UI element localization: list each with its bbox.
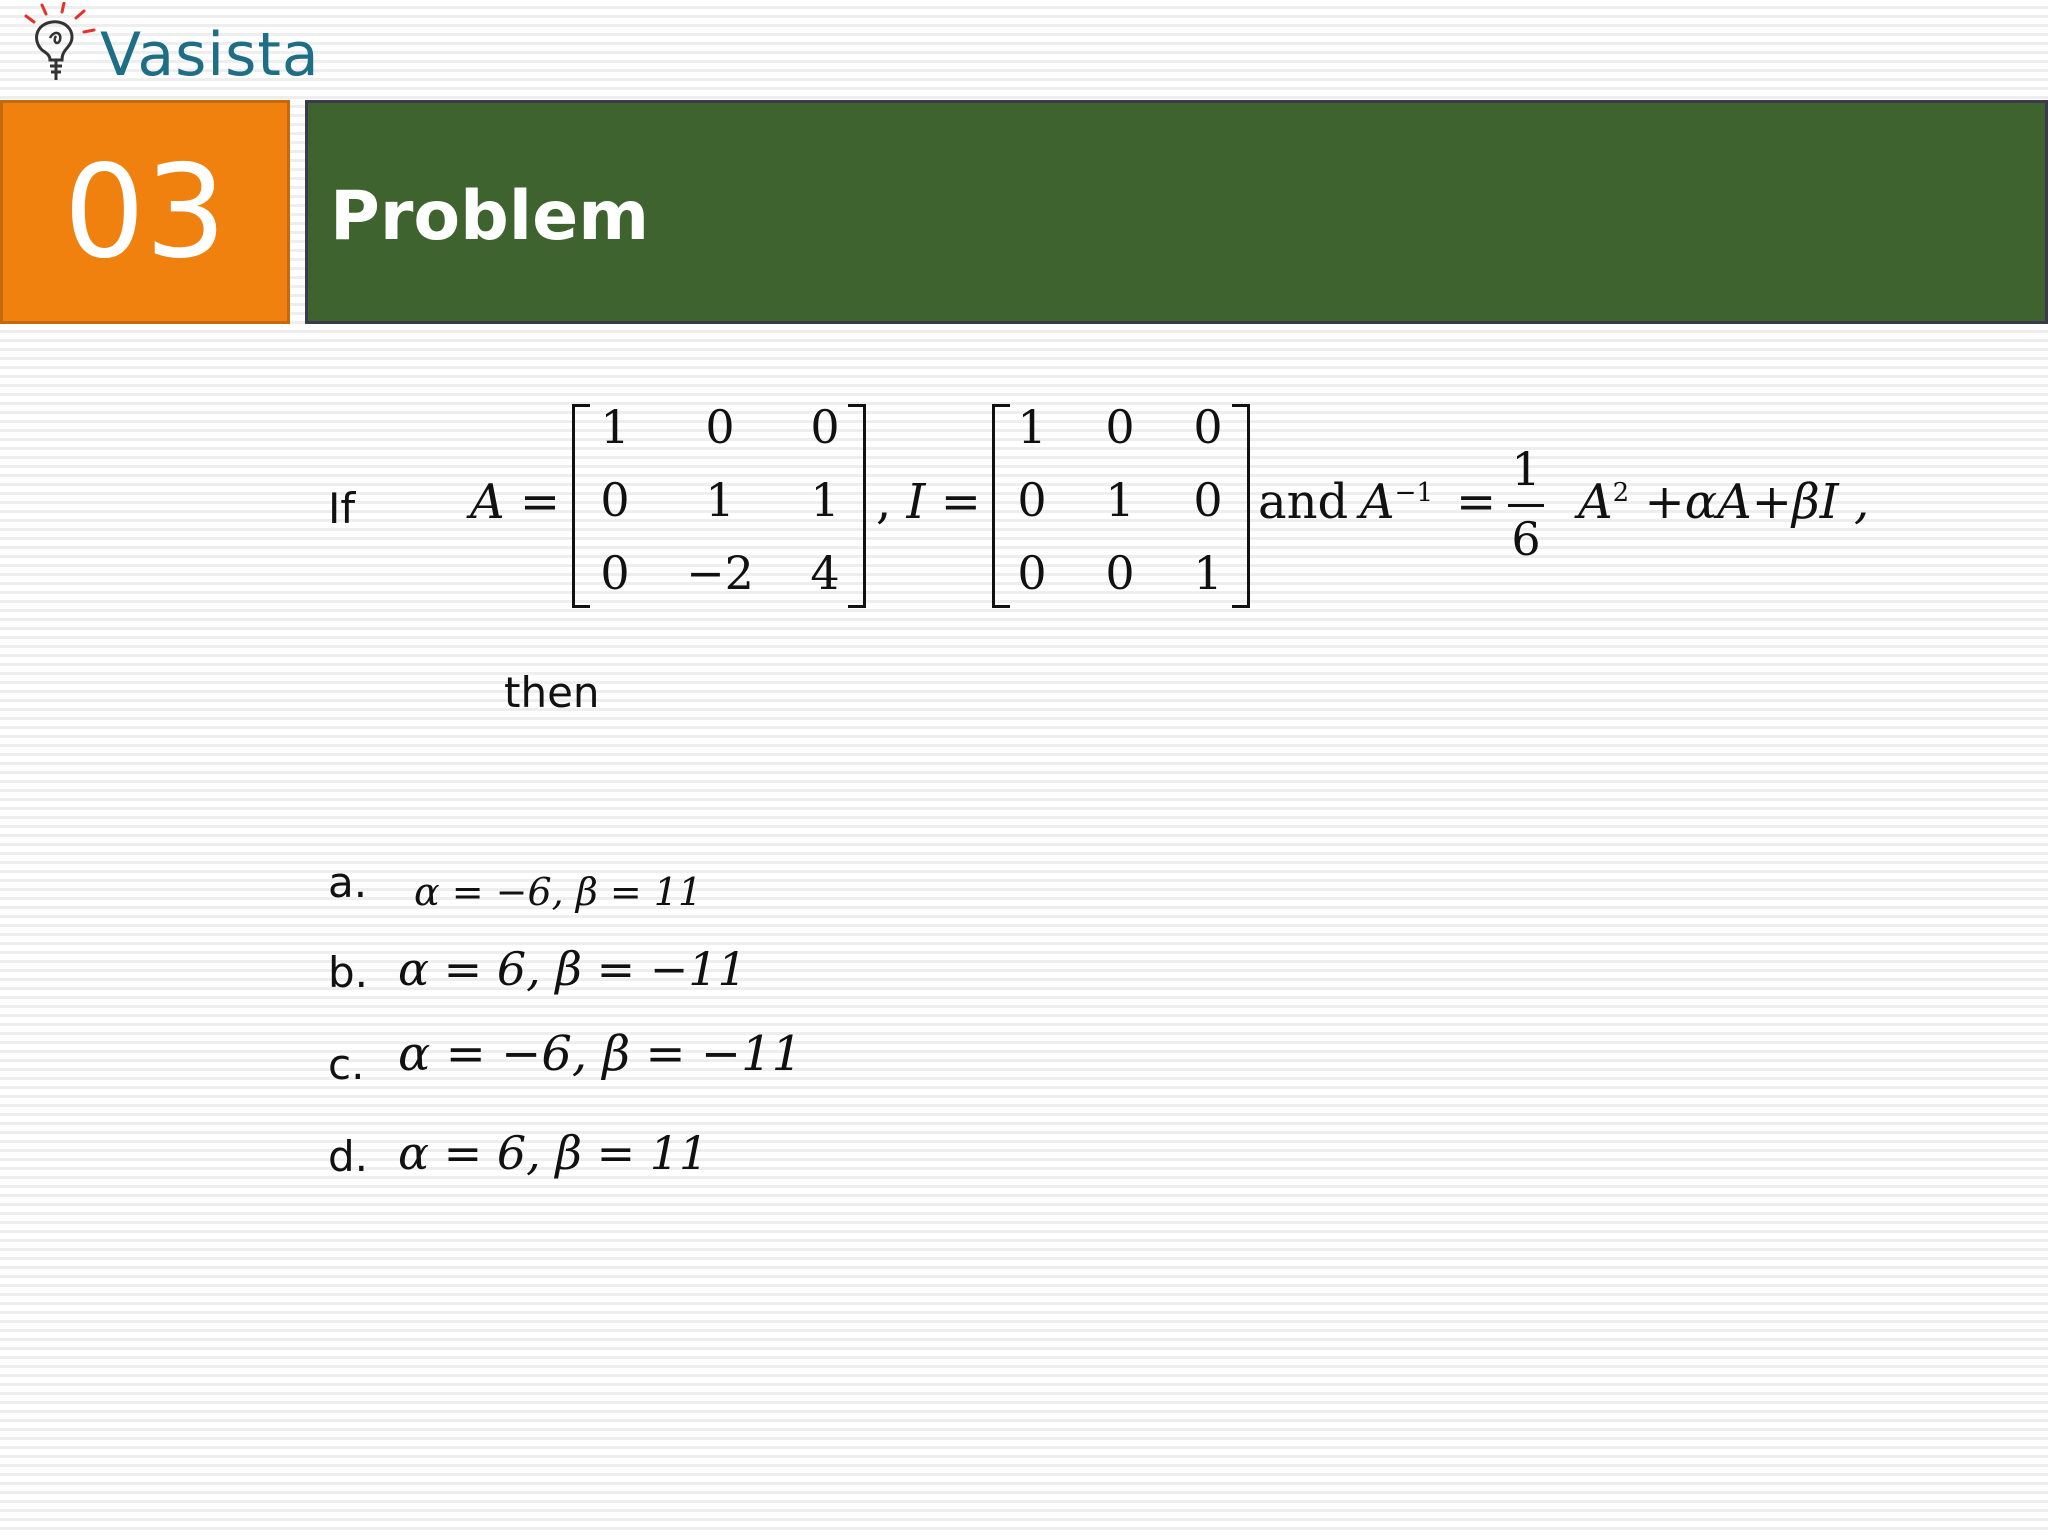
inverse-exponent: −1	[1394, 478, 1433, 508]
matrix-i-cell: 0	[1017, 546, 1047, 600]
option-letter: a.	[328, 858, 368, 907]
option-text: α = 6, β = −11	[398, 942, 747, 996]
matrix-a-cell: 0	[810, 400, 840, 454]
and-label: and	[1258, 474, 1349, 530]
matrix-i-cell: 1	[1193, 546, 1223, 600]
lightbulb-icon	[20, 2, 100, 98]
matrix-a-cell: 0	[705, 400, 735, 454]
matrix-a-cell: 0	[600, 546, 630, 600]
vasista-logo	[20, 2, 320, 100]
option-text: α = 6, β = 11	[398, 1126, 709, 1180]
if-label: If	[328, 484, 356, 533]
then-label: then	[504, 668, 600, 717]
fraction-bar	[1508, 504, 1544, 507]
slide-number: 03	[63, 137, 227, 287]
fraction-denominator: 6	[1511, 512, 1541, 566]
title-bar	[305, 100, 2048, 324]
matrix-i-cell: 0	[1017, 473, 1047, 527]
inverse-lhs: $A^{-1}$	[1360, 474, 1433, 530]
matrix-a-cell: −2	[686, 546, 754, 600]
option-letter: c.	[328, 1040, 365, 1089]
matrix-i-cell: 0	[1105, 400, 1135, 454]
option-letter: b.	[328, 948, 369, 997]
expression-exponent: 2	[1612, 478, 1630, 508]
matrix-i-symbol: , I =	[876, 474, 981, 530]
matrix-a-cell: 1	[600, 400, 630, 454]
slide-title: Problem	[330, 177, 650, 256]
matrix-a-symbol: A =	[470, 474, 561, 530]
option-text: α = −6, β = −11	[398, 1026, 803, 1082]
matrix-a-cell: 1	[810, 473, 840, 527]
matrix-i-cell: 1	[1017, 400, 1047, 454]
matrix-a-cell: 0	[600, 473, 630, 527]
equals-sign: =	[1456, 474, 1497, 530]
matrix-i-cell: 0	[1105, 546, 1135, 600]
expression: $A^2 +\alpha A+\beta I$ ,	[1578, 474, 1870, 530]
matrix-i-cell: 0	[1193, 473, 1223, 527]
matrix-i-cell: 1	[1105, 473, 1135, 527]
matrix-a-cell: 1	[705, 473, 735, 527]
matrix-a-cell: 4	[810, 546, 840, 600]
fraction-numerator: 1	[1511, 442, 1541, 496]
logo-wordmark: Vasista	[100, 20, 320, 90]
option-letter: d.	[328, 1132, 369, 1181]
option-text: α = −6, β = 11	[414, 870, 703, 914]
matrix-i-cell: 0	[1193, 400, 1223, 454]
slide-number-box	[0, 100, 290, 324]
